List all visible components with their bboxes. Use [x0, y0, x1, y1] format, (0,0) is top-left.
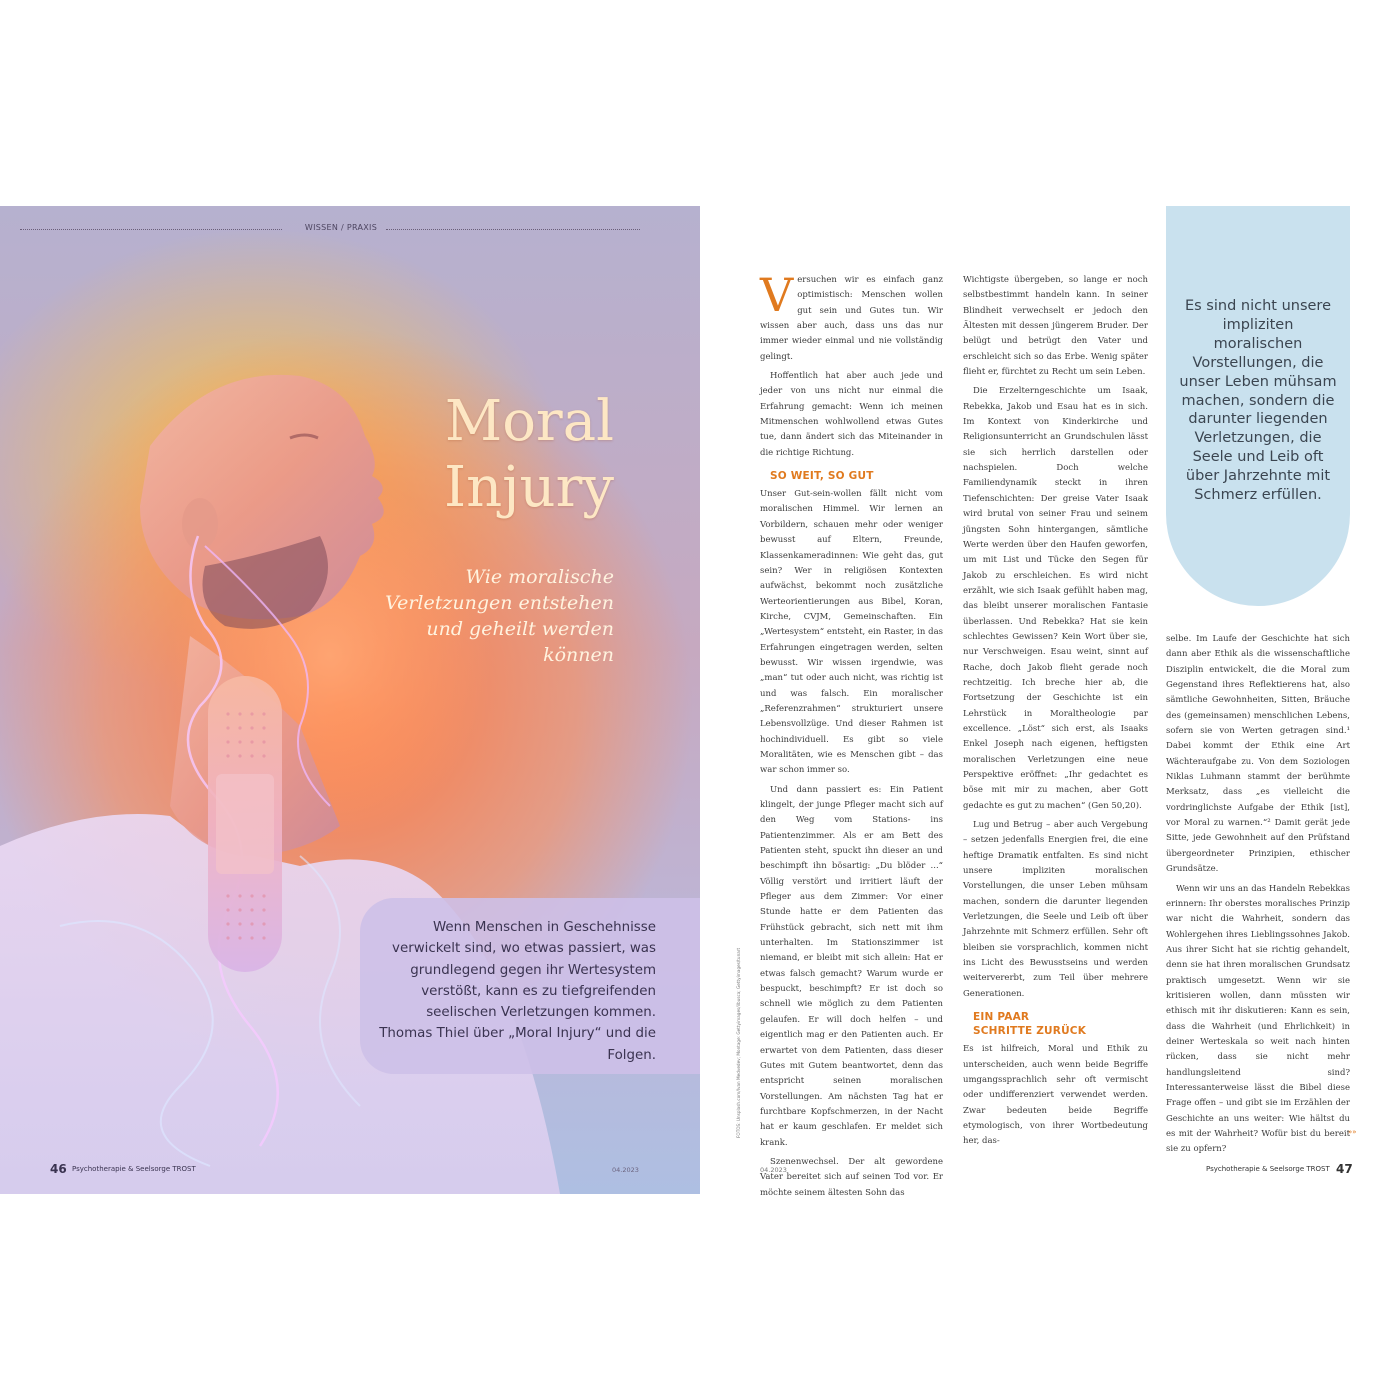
paragraph: Szenenwechsel. Der alt gewordene Vater bereitet sich auf seinen Tod vor. Er möchte seinem ältesten Sohn das [760, 1156, 943, 1198]
paragraph: selbe. Im Laufe der Geschichte hat sich dann aber Ethik als die wissenschaftliche Disziplin entwickelt, die die Moral zum Gegenstand ihres Reflektierens hat, also sämtliche Gewohnheiten, Sitten, Bräuche des (gemeinsamen) menschlichen Lebens, sofern sie von Werten getragen sind.¹ Dabei kommt der Ethik eine Art Wächteraufgabe zu. Von dem Soziologen Niklas Luhmann stammt der berühmte Merksatz, dass „es vielleicht die vordringlichste Aufgabe der Ethik [ist], vor Moral zu warnen.“² Damit gerät jede Sitte, jede Gewohnheit auf den Prüfstand übergeordneter Prinzipien, ethischer Grundsätze. [1166, 634, 1350, 875]
subheading-so-weit: SO WEIT, SO GUT [770, 470, 874, 483]
paragraph: Es ist hilfreich, Moral und Ethik zu unterscheiden, auch wenn beide Begriffe umgangssprachlich sehr oft vermischt oder undifferenziert verwendet werden. Zwar bedeuten beide Begriffe etymologisch, von ihrer Wortbedeutung her, das- [963, 1044, 1148, 1147]
text-column-1 [760, 268, 943, 1205]
paragraph: Die Erzelterngeschichte um Isaak, Rebekka, Jakob und Esau hat es in sich. Im Kontext von Kinderkirche und Religionsunterricht an Grundschulen lässt sie sich herrlich darstellen oder nachspielen. Doch welche Familiendynamik steckt in ihren Tiefenschichten: Der greise Vater Isaak wird brutal von seiner Frau und seinem jüngsten Sohn hintergangen, sämtliche Werte werden über den Haufen geworfen, um mit List und Tücke den Segen für Jakob zu erschleichen. Es wird nicht erzählt, wie sich Isaak gefühlt haben mag, das bleibt unserer moralischen Fantasie überlassen. Und Rebekka? Hat sie kein schlechtes Gewissen? Kein Wort über sie, nur Verschweigen. Esau weint, sinnt auf Rache, doch Jakob flieht gerade noch rechtzeitig. Ich breche hier ab, die Fortsetzung der Geschichte ist ein Lehrstück in Moraltheologie par excellence. „Löst“ sich erst, als Isaaks Enkel Joseph nach eigenen, heftigsten moralischen Verletzungen eine neue Perspektive eröffnet: „Ihr gedachtet es böse mit mir zu machen, aber Gott gedachte es gut zu machen“ (Gen 50,20). [963, 386, 1148, 811]
issue-date-left: 04.2023 [612, 1166, 639, 1174]
photo-credit: FOTOS: Unsplash.com/Ivan Medvedev; Montage: Gettyimages/ilbusca; Gettyimages/tunart [736, 947, 741, 1138]
subheading-line-2: SCHRITTE ZURÜCK [973, 1025, 1087, 1038]
lead-text: Wenn Menschen in Geschehnisse verwickelt sind, wo etwas passiert, was grundlegend gegen ihr Wertesystem verstößt, kann es zu tiefgreifenden seelischen Verletzungen kommen. Thomas Thiel über „Moral Injury“ und die Folgen. [379, 920, 656, 1063]
pull-quote: Es sind nicht unsere impliziten moralischen Vorstellungen, die unser Leben mühsam machen, sondern die darunter liegenden Verletzungen, die Seele und Leib oft über Jahrzehnte mit Schmerz erfüllen. [1179, 298, 1337, 504]
paragraph: Wenn wir uns an das Handeln Rebekkas erinnern: Ihr oberstes moralisches Prinzip war nicht die Wahrheit, sondern das Wohlergehen ihres Lieblingssohnes Jakob. Aus ihrer Sicht hat sie richtig gehandelt, denn sie hat ihren moralischen Grundsatz praktisch umgesetzt. Wenn wir sie kritisieren wollen, dann müssten wir ethisch mit ihr diskutieren: Kann es sein, dass die Wahrheit (und Ehrlichkeit) in deiner Werteskala so weit nach hinten rücken, dass sie nicht mehr handlungsleitend sind? Interessanterweise lässt die Bibel diese Frage offen – und gibt sie im Erzählen der Geschichte an uns weiter: Wie hältst du es mit der Wahrheit? Wofür bist du bereit sie zu opfern? [1166, 883, 1350, 1155]
article-title [444, 389, 614, 521]
paragraph: Unser Gut-sein-wollen fällt nicht vom moralischen Himmel. Wir lernen an Vorbildern, schauen mehr oder weniger bewusst auf Eltern, Freunde, Klassenkameradinnen: Wie geht das, gut sein? Wer in religiösen Kontexten aufwächst, bekommt noch zusätzliche Werteorientierungen aus Bibel, Koran, Kirche, CVJM, Gemeinschaften. Ein „Wertesystem“ entsteht, ein Raster, in das Erfahrungen eingetragen werden, selten bewusst. Wir wissen irgendwie, was „man“ tut oder auch nicht, was richtig ist und was falsch. Ein moralischer „Referenzrahmen“ strukturiert unsere Lebensvollzüge. Und dieser Rahmen ist hochindividuell. Es gibt so viele Moralitäten, wie es Menschen gibt – das war schon immer so. [760, 489, 943, 776]
subheading-line-1: EIN PAAR [973, 1011, 1030, 1024]
section-tag: WISSEN / PRAXIS [304, 223, 378, 232]
subheading-ein-paar [973, 1010, 1148, 1038]
magazine-name-right: Psychotherapie & Seelsorge TROST [1206, 1165, 1330, 1173]
text-column-2 [963, 273, 1148, 1154]
paragraph: Lug und Betrug – aber auch Vergebung – setzen jedenfalls Energien frei, die eine heftige Dramatik entfalten. Es sind nicht unsere impliziten moralischen Vorstellungen, die unser Leben mühsam machen, sondern die darunter liegenden Verletzungen, die Seele und Leib oft über Jahrzehnte mit Schmerz erfüllen. Sehr oft bleiben sie vorsprachlich, kommen nicht ins Licht des Bewusstseins und werden weitervererbt, zum Teil über mehrere Generationen. [963, 820, 1148, 999]
title-line-2: Injury [443, 455, 614, 520]
issue-date-right: 04.2023 [760, 1166, 787, 1174]
article-subtitle: Wie moralische Verletzungen entstehen und geheilt werden können [385, 566, 614, 666]
paragraph: Und dann passiert es: Ein Patient klingelt, der junge Pfleger macht sich auf den Weg vom Stations- ins Patientenzimmer. Als er am Bett des Patienten steht, spuckt ihn dieser an und beschimpft ihn bösartig: „Du blöder ...“ Völlig verstört und irritiert läuft der Pfleger aus dem Zimmer: Vor einer Stunde hatte er dem Patienten das Frühstück gebracht, sich nett mit ihm unterhalten. Im Stationszimmer ist niemand, er bleibt mit sich allein: Hat er etwas falsch gemacht? Warum wurde er bespuckt, beschimpft? Er ist doch so schnell wie möglich zu dem Patienten gelaufen. Er will doch helfen – und eigentlich mag er den Patienten auch. Er erwartet von dem Patienten, dass dieser Gutes mit Gutem beantwortet, denn das entspricht seinen moralischen Vorstellungen. Am nächsten Tag hat er furchtbare Kopfschmerzen, in der Nacht hat er kaum geschlafen. Er meldet sich krank. [760, 784, 943, 1148]
drop-cap: V [760, 268, 794, 322]
page-number-right: 47 [1336, 1162, 1353, 1176]
continue-arrow-icon: »» [1348, 1128, 1357, 1136]
left-page [0, 206, 700, 1194]
text-column-3 [1166, 632, 1350, 1162]
paragraph-text: ersuchen wir es einfach ganz optimistisch: Menschen wollen gut sein und Gutes tun. Wir wissen aber auch, dass uns das nur immer wieder einmal und nie vollständig gelingt. [760, 275, 943, 362]
magazine-name-left: Psychotherapie & Seelsorge TROST [72, 1165, 196, 1173]
bandage-illustration [206, 674, 284, 974]
paragraph: Wichtigste übergeben, so lange er noch selbstbestimmt handeln kann. In seiner Blindheit verwechselt er jedoch den Ältesten mit dessen jüngerem Bruder. Der belügt und betrügt den Vater und erschleicht sich so das Erbe. Wenig später flieht er, fürchtet zu Recht um sein Leben. [963, 275, 1148, 378]
page-number-left: 46 [50, 1162, 67, 1176]
paragraph [760, 268, 943, 365]
paragraph: Hoffentlich hat aber auch jede und jeder von uns nicht nur einmal die Erfahrung gemacht: Wenn ich meinen Mitmenschen wohlwollend etwas Gutes tue, dann ändert sich das Miteinander in die richtige Richtung. [760, 371, 943, 458]
title-line-1: Moral [444, 389, 614, 454]
